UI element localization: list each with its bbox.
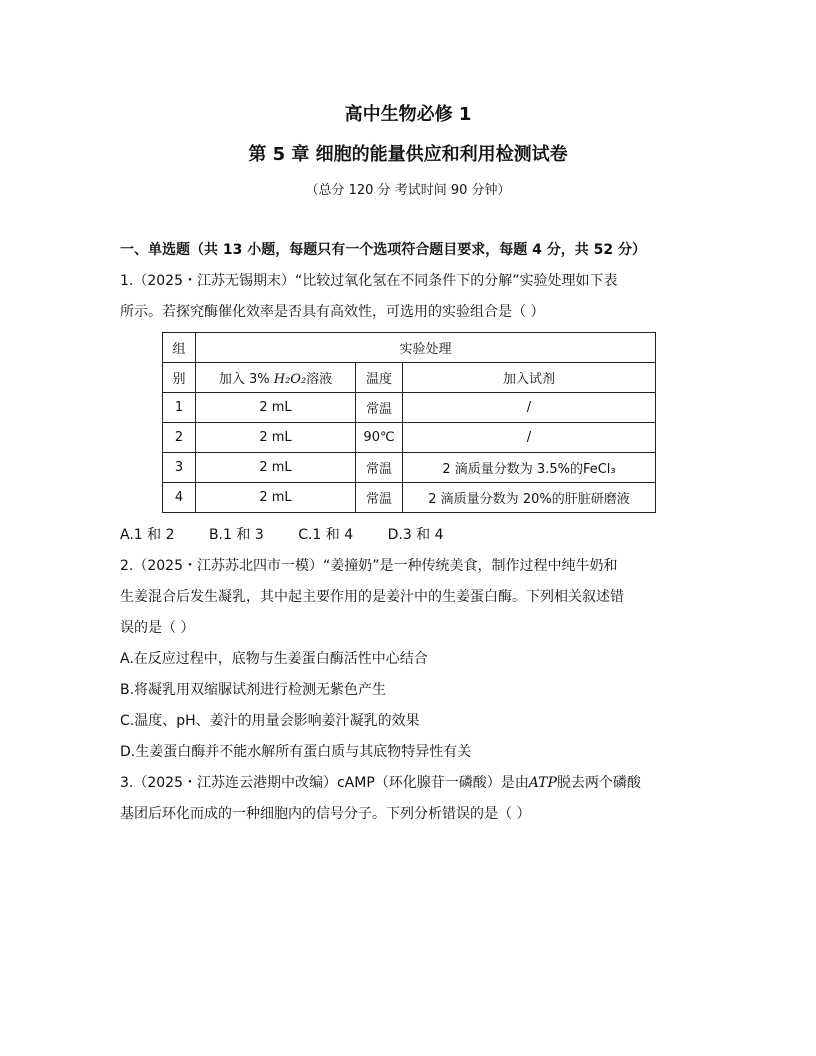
q1-stem-line1: 1.（2025・江苏无锡期末）“比较过氧化氢在不同条件下的分解”实验处理如下表	[120, 273, 618, 289]
q3-stem-line2: 基团后环化而成的一种细胞内的信号分子。下列分析错误的是（ ）	[120, 806, 531, 822]
q2-stem-line1: 2.（2025・江苏苏北四市一模）“姜撞奶”是一种传统美食，制作过程中纯牛奶和	[120, 558, 618, 574]
q2-stem-line2: 生姜混合后发生凝乳，其中起主要作用的是姜汁中的生姜蛋白酶。下列相关叙述错	[120, 589, 624, 605]
group-cell: 1	[163, 393, 196, 423]
temp-cell: 常温	[356, 483, 403, 513]
reagent-cell: /	[403, 423, 656, 453]
experiment-table	[162, 332, 656, 513]
volume-cell: 2 mL	[196, 423, 356, 453]
table-row	[163, 453, 656, 483]
q1-option-d: D.3 和 4	[387, 527, 444, 543]
header-reagent-cell: 加入试剂	[403, 363, 656, 393]
q1-option-b: B.1 和 3	[208, 527, 264, 543]
temp-cell: 常温	[356, 453, 403, 483]
q1-option-a: A.1 和 2	[120, 527, 175, 543]
header-h2o2-cell	[196, 363, 356, 393]
document-title: 高中生物必修 1	[344, 104, 472, 125]
table-row	[163, 393, 656, 423]
reagent-cell: 2 滴质量分数为 3.5%的FeCl₃	[403, 453, 656, 483]
q1-option-c: C.1 和 4	[298, 527, 354, 543]
q2-option-b: B.将凝乳用双缩脲试剂进行检测无紫色产生	[120, 682, 387, 698]
h2o2-formula: H₂O₂	[273, 372, 307, 387]
group-cell: 3	[163, 453, 196, 483]
header-treatment-cell: 实验处理	[196, 333, 656, 363]
volume-cell: 2 mL	[196, 453, 356, 483]
temp-cell: 90℃	[356, 423, 403, 453]
q2-stem-line3: 误的是（ ）	[120, 620, 195, 636]
chapter-title: 第 5 章 细胞的能量供应和利用检测试卷	[248, 144, 568, 165]
table-header-row	[163, 333, 656, 363]
q2-option-a: A.在反应过程中，底物与生姜蛋白酶活性中心结合	[120, 651, 428, 667]
q1-stem-line2: 所示。若探究酶催化效率是否具有高效性，可选用的实验组合是（ ）	[120, 304, 545, 320]
group-cell: 2	[163, 423, 196, 453]
q2-option-d: D.生姜蛋白酶并不能水解所有蛋白质与其底物特异性有关	[120, 744, 472, 760]
q3-stem-line1	[120, 773, 700, 793]
reagent-cell: /	[403, 393, 656, 423]
header-group-char2: 别	[172, 372, 186, 387]
volume-cell: 2 mL	[196, 483, 356, 513]
header-group-char1: 组	[172, 342, 186, 357]
reagent-cell: 2 滴质量分数为 20%的肝脏研磨液	[403, 483, 656, 513]
table-subheader-row	[163, 363, 656, 393]
q3-stem-part2: 脱去两个磷酸	[556, 775, 641, 791]
header-h2o2-prefix: 加入 3%	[218, 372, 270, 387]
header-group-cell	[163, 333, 196, 363]
table-row	[163, 423, 656, 453]
header-h2o2-suffix: 溶液	[306, 372, 333, 387]
q3-stem-part1: 3.（2025・江苏连云港期中改编）cAMP（环化腺苷一磷酸）是由	[120, 775, 529, 791]
atp-formula: ATP	[528, 775, 557, 791]
section-heading: 一、单选题（共 13 小题，每题只有一个选项符合题目要求，每题 4 分，共 52 分）	[120, 242, 646, 258]
header-group-cell-2	[163, 363, 196, 393]
q2-option-c: C.温度、pH、姜汁的用量会影响姜汁凝乳的效果	[120, 713, 420, 729]
temp-cell: 常温	[356, 393, 403, 423]
group-cell: 4	[163, 483, 196, 513]
exam-info: （总分 120 分 考试时间 90 分钟）	[305, 183, 511, 198]
q1-options	[120, 525, 700, 545]
table-row	[163, 483, 656, 513]
volume-cell: 2 mL	[196, 393, 356, 423]
header-temp-cell: 温度	[356, 363, 403, 393]
